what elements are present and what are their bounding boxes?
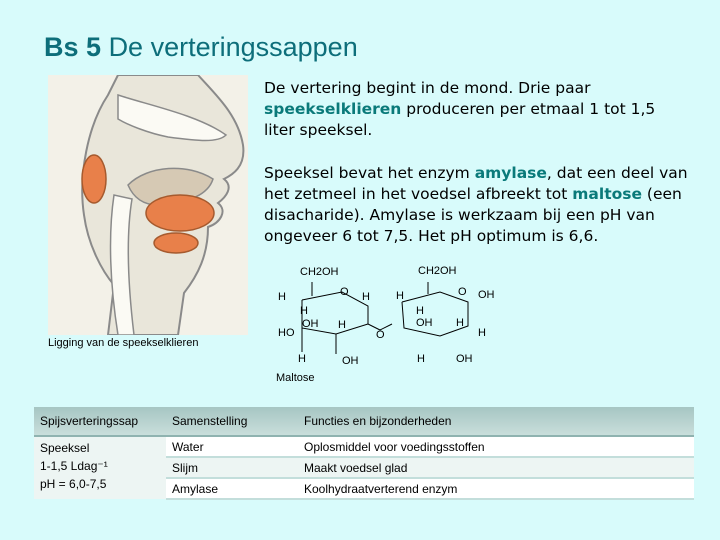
atom-h-1: H [278, 291, 286, 303]
atom-oh-4: OH [342, 355, 359, 367]
p2-text-a: Speeksel bevat het enzym [264, 164, 475, 182]
amylase-paragraph [264, 163, 710, 247]
atom-h-2: H [362, 291, 370, 303]
samenstelling-cell: Amylase [166, 478, 298, 499]
atom-o-link: O [376, 329, 385, 341]
atom-h-8: H [478, 327, 486, 339]
figure-caption: Ligging van de speekselklieren [48, 337, 199, 349]
atom-oh-2: OH [302, 318, 319, 330]
term-maltose: maltose [572, 185, 642, 203]
table-header-row [34, 407, 694, 436]
atom-ho: HO [278, 327, 295, 339]
salivary-glands-figure [48, 75, 248, 335]
p1-text: De vertering begint in de mond. Drie paar [264, 79, 591, 97]
maltose-structure [272, 262, 508, 372]
table-row [34, 436, 694, 457]
p2-text-b: , dat een deel van het zetmeel in het voedsel afbreekt tot [264, 164, 688, 203]
atom-ch2oh-2: CH2OH [418, 265, 457, 277]
sap-cell [34, 436, 166, 499]
atom-h-3: H [396, 290, 404, 302]
p2-text-c: (een disacharide). Amylase is werkzaam bij een pH van ongeveer 6 tot 7,5. Het pH optimum is 6,6. [264, 185, 682, 245]
atom-o-ring-1: O [340, 286, 349, 298]
atom-h-4: H [300, 305, 308, 317]
submandibular-gland [146, 195, 214, 231]
samenstelling-cell: Slijm [166, 457, 298, 478]
atom-h-10: H [417, 353, 425, 365]
sap-ph: pH = 6,0-7,5 [40, 477, 107, 491]
sap-amount: 1-1,5 Ldag⁻¹ [40, 459, 108, 473]
atom-ch2oh-1: CH2OH [300, 266, 339, 278]
atom-h-7: H [456, 317, 464, 329]
maltose-bonds [302, 282, 468, 354]
atom-oh-1: OH [478, 289, 495, 301]
saliva-table [34, 407, 694, 500]
atom-h-5: H [338, 319, 346, 331]
col-header-samenstelling: Samenstelling [166, 407, 298, 436]
p1-text-end: produceren per etmaal 1 tot 1,5 liter speeksel. [264, 100, 656, 139]
col-header-functies: Functies en bijzonderheden [298, 407, 694, 436]
atom-h-9: H [298, 353, 306, 365]
molecule-label: Maltose [276, 372, 315, 384]
term-amylase: amylase [474, 164, 547, 182]
title-text: De verteringssappen [108, 32, 358, 62]
atom-oh-5: OH [456, 353, 473, 365]
sublingual-gland [154, 233, 198, 253]
samenstelling-cell: Water [166, 436, 298, 457]
atom-h-6: H [416, 305, 424, 317]
atom-o-ring-2: O [458, 286, 467, 298]
functie-cell: Maakt voedsel glad [298, 457, 694, 478]
atom-oh-3: OH [416, 317, 433, 329]
sap-name: Speeksel [40, 441, 90, 455]
parotid-gland [82, 155, 106, 203]
functie-cell: Koolhydraatverterend enzym [298, 478, 694, 499]
col-header-sap: Spijsverteringssap [34, 407, 166, 436]
title-number: Bs 5 [44, 32, 102, 62]
intro-paragraph [264, 78, 684, 141]
term-speekselklieren: speekselklieren [264, 100, 402, 118]
functie-cell: Oplosmiddel voor voedingsstoffen [298, 436, 694, 457]
page-title [44, 32, 358, 63]
